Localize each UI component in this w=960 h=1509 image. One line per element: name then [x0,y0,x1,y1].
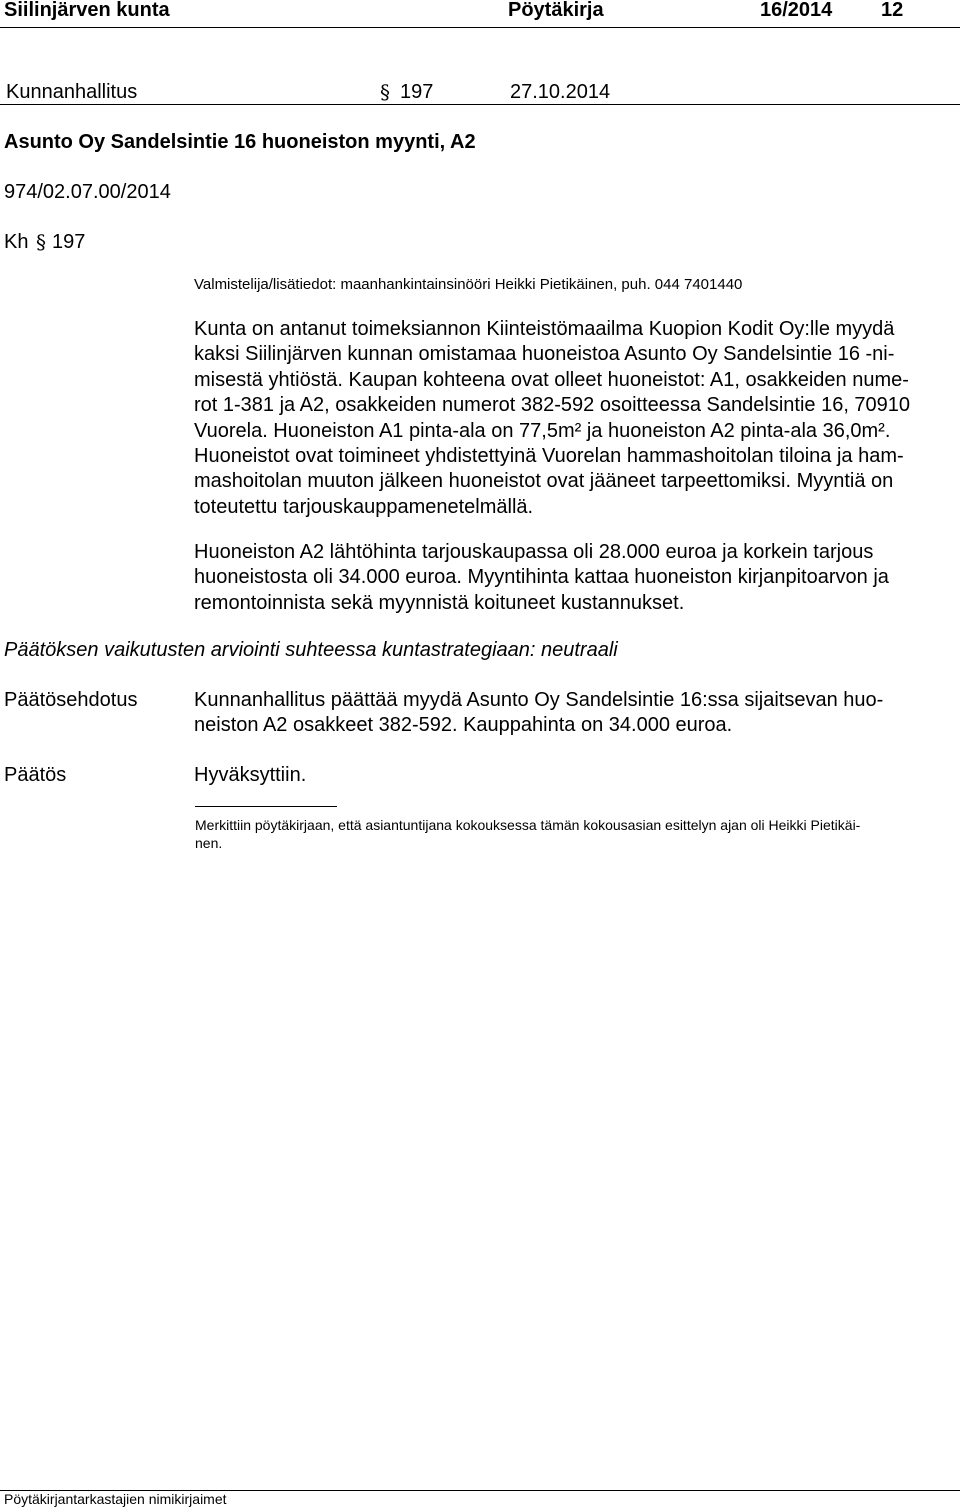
footer-text: Pöytäkirjantarkastajien nimikirjaimet [4,1491,227,1507]
meeting-divider [0,104,960,105]
meeting-section: 197 [400,81,434,103]
paragraph-line: Huoneiston A2 lähtöhinta tarjouskaupassa oli 28.000 euroa ja korkein tarjous [194,541,874,563]
record-number: 974/02.07.00/2014 [4,181,171,203]
description-paragraph [194,317,960,520]
proposal-line: neiston A2 osakkeet 382-592. Kauppahinta on 34.000 euroa. [194,714,733,737]
paragraph-line: toteutettu tarjouskauppamenetelmällä. [194,495,534,518]
paragraph-line: Kunta on antanut toimeksiannon Kiinteistömaailma Kuopion Kodit Oy:lle myydä [194,318,895,340]
paragraph-line: mashoitolan muuton jälkeen huoneistot ovat jääneet tarpeettomiksi. Myyntiä on [194,470,894,493]
proposal-text [194,688,960,739]
paragraph-line: huoneistosta oli 34.000 euroa. Myyntihinta kattaa huoneiston kirjanpitoarvon ja [194,566,889,589]
strategy-assessment: Päätöksen vaikutusten arviointi suhteessa kuntastrategiaan: neutraali [4,639,618,661]
paragraph-line: Vuorela. Huoneiston A1 pinta-ala on 77,5m² ja huoneiston A2 pinta-ala 36,0m². [194,419,891,442]
header-divider [0,27,960,28]
footnote [195,816,955,852]
document-type: Pöytäkirja [508,0,604,21]
paragraph-line: misestä yhtiöstä. Kaupan kohteena ovat olleet huoneistot: A1, osakkeiden nume- [194,368,909,391]
document-number: 16/2014 [760,0,833,21]
paragraph-line: rot 1-381 ja A2, osakkeiden numerot 382-592 osoitteessa Sandelsintie 16, 70910 [194,394,911,417]
footnote-line: Merkittiin pöytäkirjaan, että asiantuntijana kokouksessa tämän kokousasian esittelyn ajan oli Heikki Pietikäi- [195,817,861,833]
proposal-line: Kunnanhallitus päättää myydä Asunto Oy Sandelsintie 16:ssa sijaitsevan huo- [194,689,884,711]
page-number: 12 [881,0,904,21]
footnote-line: nen. [195,835,223,851]
kh-label: Kh [4,231,29,253]
footnote-divider [195,806,337,807]
paragraph-line: Huoneistot ovat toimineet yhdistettyinä Vuorelan hammashoitolan tiloina ja ham- [194,445,904,468]
kh-section: 197 [52,231,86,253]
meeting-body: Kunnanhallitus [6,81,138,103]
proposal-label: Päätösehdotus [4,689,138,711]
decision-label: Päätös [4,764,67,786]
decision-text: Hyväksyttiin. [194,764,307,786]
municipality-name: Siilinjärven kunta [4,0,170,21]
preparer-info: Valmistelija/lisätiedot: maanhankintainsinööri Heikki Pietikäinen, puh. 044 7401440 [194,276,743,293]
section-sign-icon: § [380,80,390,104]
meeting-date: 27.10.2014 [510,81,611,103]
price-paragraph [194,540,960,616]
paragraph-line: kaksi Siilinjärven kunnan omistamaa huoneistoa Asunto Oy Sandelsintie 16 -ni- [194,343,895,366]
paragraph-line: remontoinnista sekä myynnistä koituneet kustannukset. [194,591,685,614]
item-title: Asunto Oy Sandelsintie 16 huoneiston myynti, A2 [4,131,476,153]
kh-section-sign-icon: § [36,230,46,254]
